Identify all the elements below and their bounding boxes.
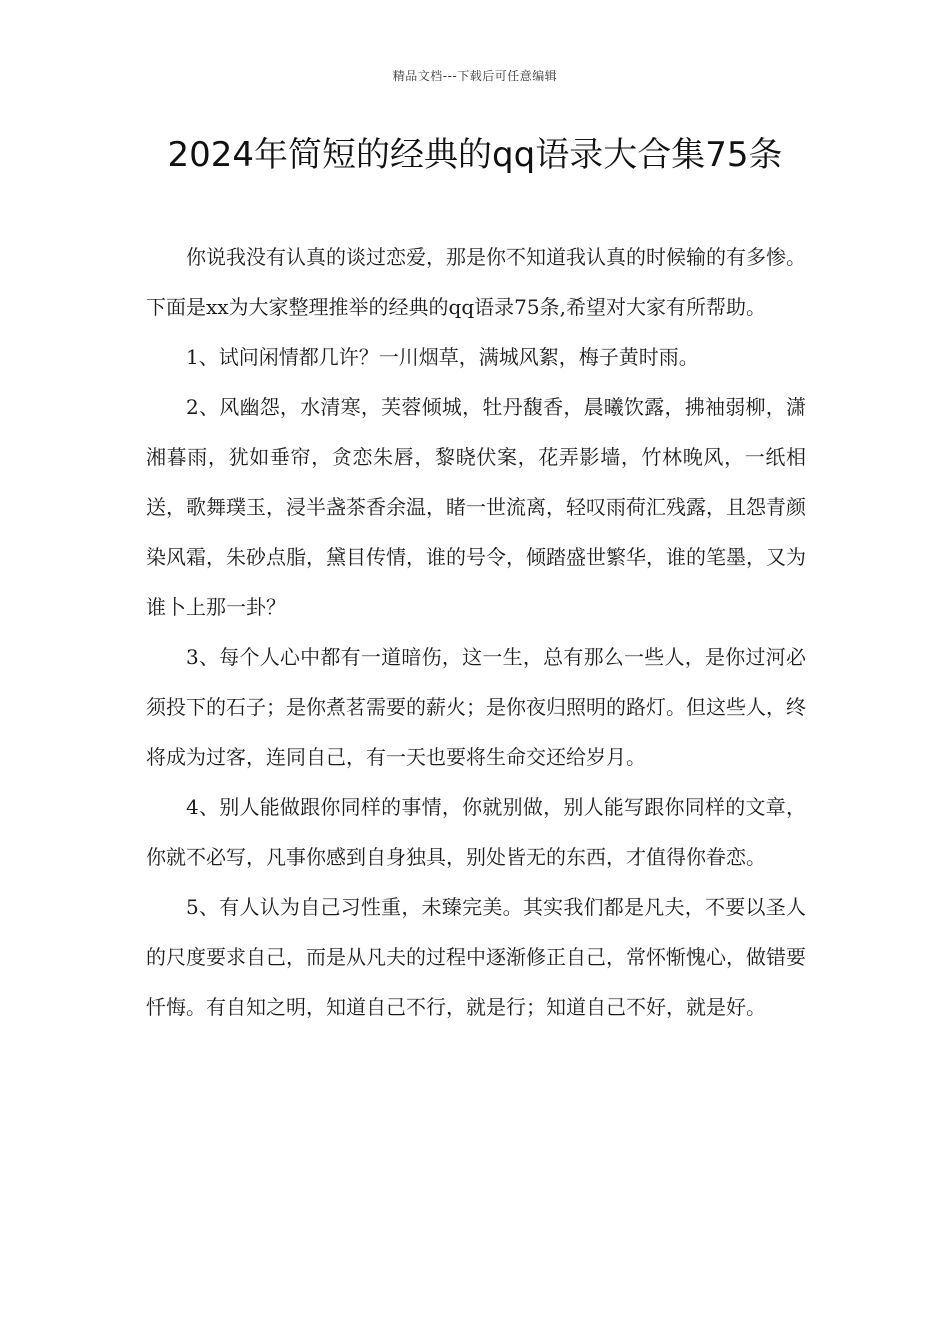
quote-paragraph-2: 2、风幽怨，水清寒，芙蓉倾城，牡丹馥香，晨曦饮露，拂袖弱柳，潇湘暮雨，犹如垂帘，贪恋朱唇，黎晓伏案，花弄影墙，竹林晚风，一纸相送，歌舞璞玉，浸半盏茶香余温，睹一世流离，轻叹雨荷汇残露，且怨青颜染风霜，朱砂点脂，黛目传情，谁的号令，倾踏盛世繁华，谁的笔墨，又为谁卜上那一卦？ (146, 395, 806, 619)
quote-paragraph-4: 4、别人能做跟你同样的事情，你就别做，别人能写跟你同样的文章，你就不必写，凡事你感到自身独具，别处皆无的东西，才值得你眷恋。 (146, 795, 806, 869)
header-note: 精品文档---下载后可任意编辑 (392, 69, 558, 83)
intro-paragraph: 你说我没有认真的谈过恋爱，那是你不知道我认真的时候输的有多惨。下面是xx为大家整理推举的经典的qq语录75条,希望对大家有所帮助。 (146, 245, 806, 319)
document-title: 2024年简短的经典的qq语录大合集75条 (167, 135, 783, 175)
quote-paragraph-5: 5、有人认为自己习性重，未臻完美。其实我们都是凡夫，不要以圣人的尺度要求自己，而是从凡夫的过程中逐渐修正自己，常怀惭愧心，做错要忏悔。有自知之明，知道自己不行，就是行；知道自己不好，就是好。 (146, 895, 806, 1019)
quote-paragraph-1: 1、试问闲情都几许？一川烟草，满城风絮，梅子黄时雨。 (186, 345, 699, 369)
document-body (146, 232, 806, 1032)
quote-paragraph-3: 3、每个人心中都有一道暗伤，这一生，总有那么一些人，是你过河必须投下的石子；是你煮茗需要的薪火；是你夜归照明的路灯。但这些人，终将成为过客，连同自己，有一天也要将生命交还给岁月。 (146, 645, 806, 769)
